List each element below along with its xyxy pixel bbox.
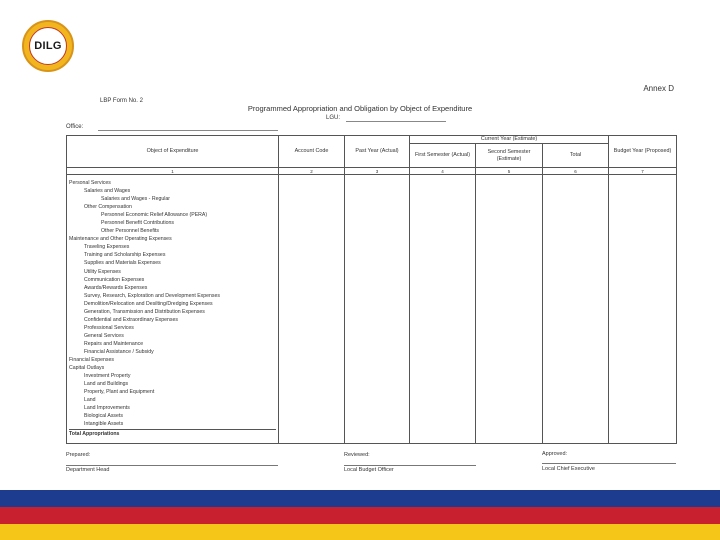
form-number: LBP Form No. 2 xyxy=(100,98,143,104)
expenditure-item: General Services xyxy=(84,332,124,339)
stripe-yellow xyxy=(0,524,720,540)
expenditure-item: Personal Services xyxy=(69,180,111,186)
stripe-red xyxy=(0,507,720,524)
expenditure-item: Communication Expenses xyxy=(84,276,145,283)
expenditure-item: Confidential and Extraordinary Expenses xyxy=(84,316,179,323)
expenditure-item: Salaries and Wages xyxy=(84,188,131,195)
header-current-year: Current Year (Estimate) xyxy=(410,136,609,144)
column-number: 1 xyxy=(67,168,279,175)
header-budget-year: Budget Year (Proposed) xyxy=(609,136,677,168)
annex-label: Annex D xyxy=(643,84,674,93)
column-number: 5 xyxy=(476,168,543,175)
approved-label: Approved: xyxy=(542,451,568,457)
expenditure-item: Survey, Research, Exploration and Development Expenses xyxy=(84,292,221,299)
expenditure-item: Personnel Economic Relief Allowance (PERA) xyxy=(101,212,208,219)
account-code-cell xyxy=(279,175,345,444)
object-items-list xyxy=(69,179,276,428)
expenditure-item: Salaries and Wages - Regular xyxy=(101,196,171,203)
past-year-cell xyxy=(345,175,410,444)
document-title: Programmed Appropriation and Obligation by Object of Expenditure xyxy=(247,104,473,113)
expenditure-item: Repairs and Maintenance xyxy=(84,340,144,347)
lgu-field-line xyxy=(346,121,446,122)
approved-signature-line xyxy=(542,463,676,464)
expenditure-item: Intangible Assets xyxy=(84,421,124,428)
expenditure-item: Supplies and Materials Expenses xyxy=(84,260,161,267)
prepared-role: Department Head xyxy=(66,467,110,473)
expenditure-item: Utility Expenses xyxy=(84,268,121,275)
budget-year-cell xyxy=(609,175,677,444)
expenditure-item: Traveling Expenses xyxy=(84,244,130,251)
prepared-signature-line xyxy=(66,465,278,466)
expenditure-item: Training and Scholarship Expenses xyxy=(84,252,166,259)
reviewed-signature-line xyxy=(344,465,476,466)
column-number: 4 xyxy=(410,168,476,175)
reviewed-label: Reviewed: xyxy=(344,452,370,458)
column-number: 2 xyxy=(279,168,345,175)
expenditure-item: Demolition/Relocation and Desilting/Dredging Expenses xyxy=(84,300,213,307)
expenditure-item: Land and Buildings xyxy=(84,381,129,388)
header-total: Total xyxy=(543,144,609,168)
expenditure-item: Generation, Transmission and Distribution Expenses xyxy=(84,308,205,315)
header-first-semester: First Semester (Actual) xyxy=(410,144,476,168)
approved-role: Local Chief Executive xyxy=(542,466,595,472)
dilg-logo-text: DILG xyxy=(34,40,62,52)
expenditure-item: Maintenance and Other Operating Expenses xyxy=(69,236,172,243)
column-number-row xyxy=(67,168,677,175)
expenditure-item: Land Improvements xyxy=(84,405,130,412)
expenditure-item: Capital Outlays xyxy=(69,365,105,372)
reviewed-role: Local Budget Officer xyxy=(344,467,394,473)
expenditure-item: Financial Expenses xyxy=(69,357,114,364)
first-semester-cell xyxy=(410,175,476,444)
total-appropriations: Total Appropriations xyxy=(69,429,276,438)
expenditure-item: Personnel Benefit Contributions xyxy=(101,220,174,227)
expenditure-item: Land xyxy=(84,397,96,404)
prepared-label: Prepared: xyxy=(66,452,91,458)
table-body-row xyxy=(67,175,677,444)
office-field-line xyxy=(98,130,278,131)
stripe-blue xyxy=(0,490,720,507)
column-number: 6 xyxy=(543,168,609,175)
dilg-logo xyxy=(22,20,74,72)
expenditure-item: Biological Assets xyxy=(84,413,123,420)
expenditure-item: Financial Assistance / Subsidy xyxy=(84,348,154,355)
object-items-cell xyxy=(67,175,279,444)
lgu-label: LGU: xyxy=(326,115,341,121)
column-number: 7 xyxy=(609,168,677,175)
second-semester-cell xyxy=(476,175,543,444)
header-second-semester: Second Semester (Estimate) xyxy=(476,144,543,168)
dilg-logo-inner xyxy=(29,27,67,65)
expenditure-table xyxy=(66,135,677,444)
expenditure-item: Other Compensation xyxy=(84,204,132,211)
expenditure-item: Professional Services xyxy=(84,324,134,331)
header-account-code: Account Code xyxy=(279,136,345,168)
expenditure-item: Property, Plant and Equipment xyxy=(84,389,155,396)
header-object: Object of Expenditure xyxy=(67,136,279,168)
expenditure-item: Investment Property xyxy=(84,373,131,380)
header-past-year: Past Year (Actual) xyxy=(345,136,410,168)
office-label: Office: xyxy=(66,124,84,130)
column-number: 3 xyxy=(345,168,410,175)
expenditure-item: Other Personnel Benefits xyxy=(101,228,159,235)
total-cell xyxy=(543,175,609,444)
expenditure-item: Awards/Rewards Expenses xyxy=(84,284,148,291)
